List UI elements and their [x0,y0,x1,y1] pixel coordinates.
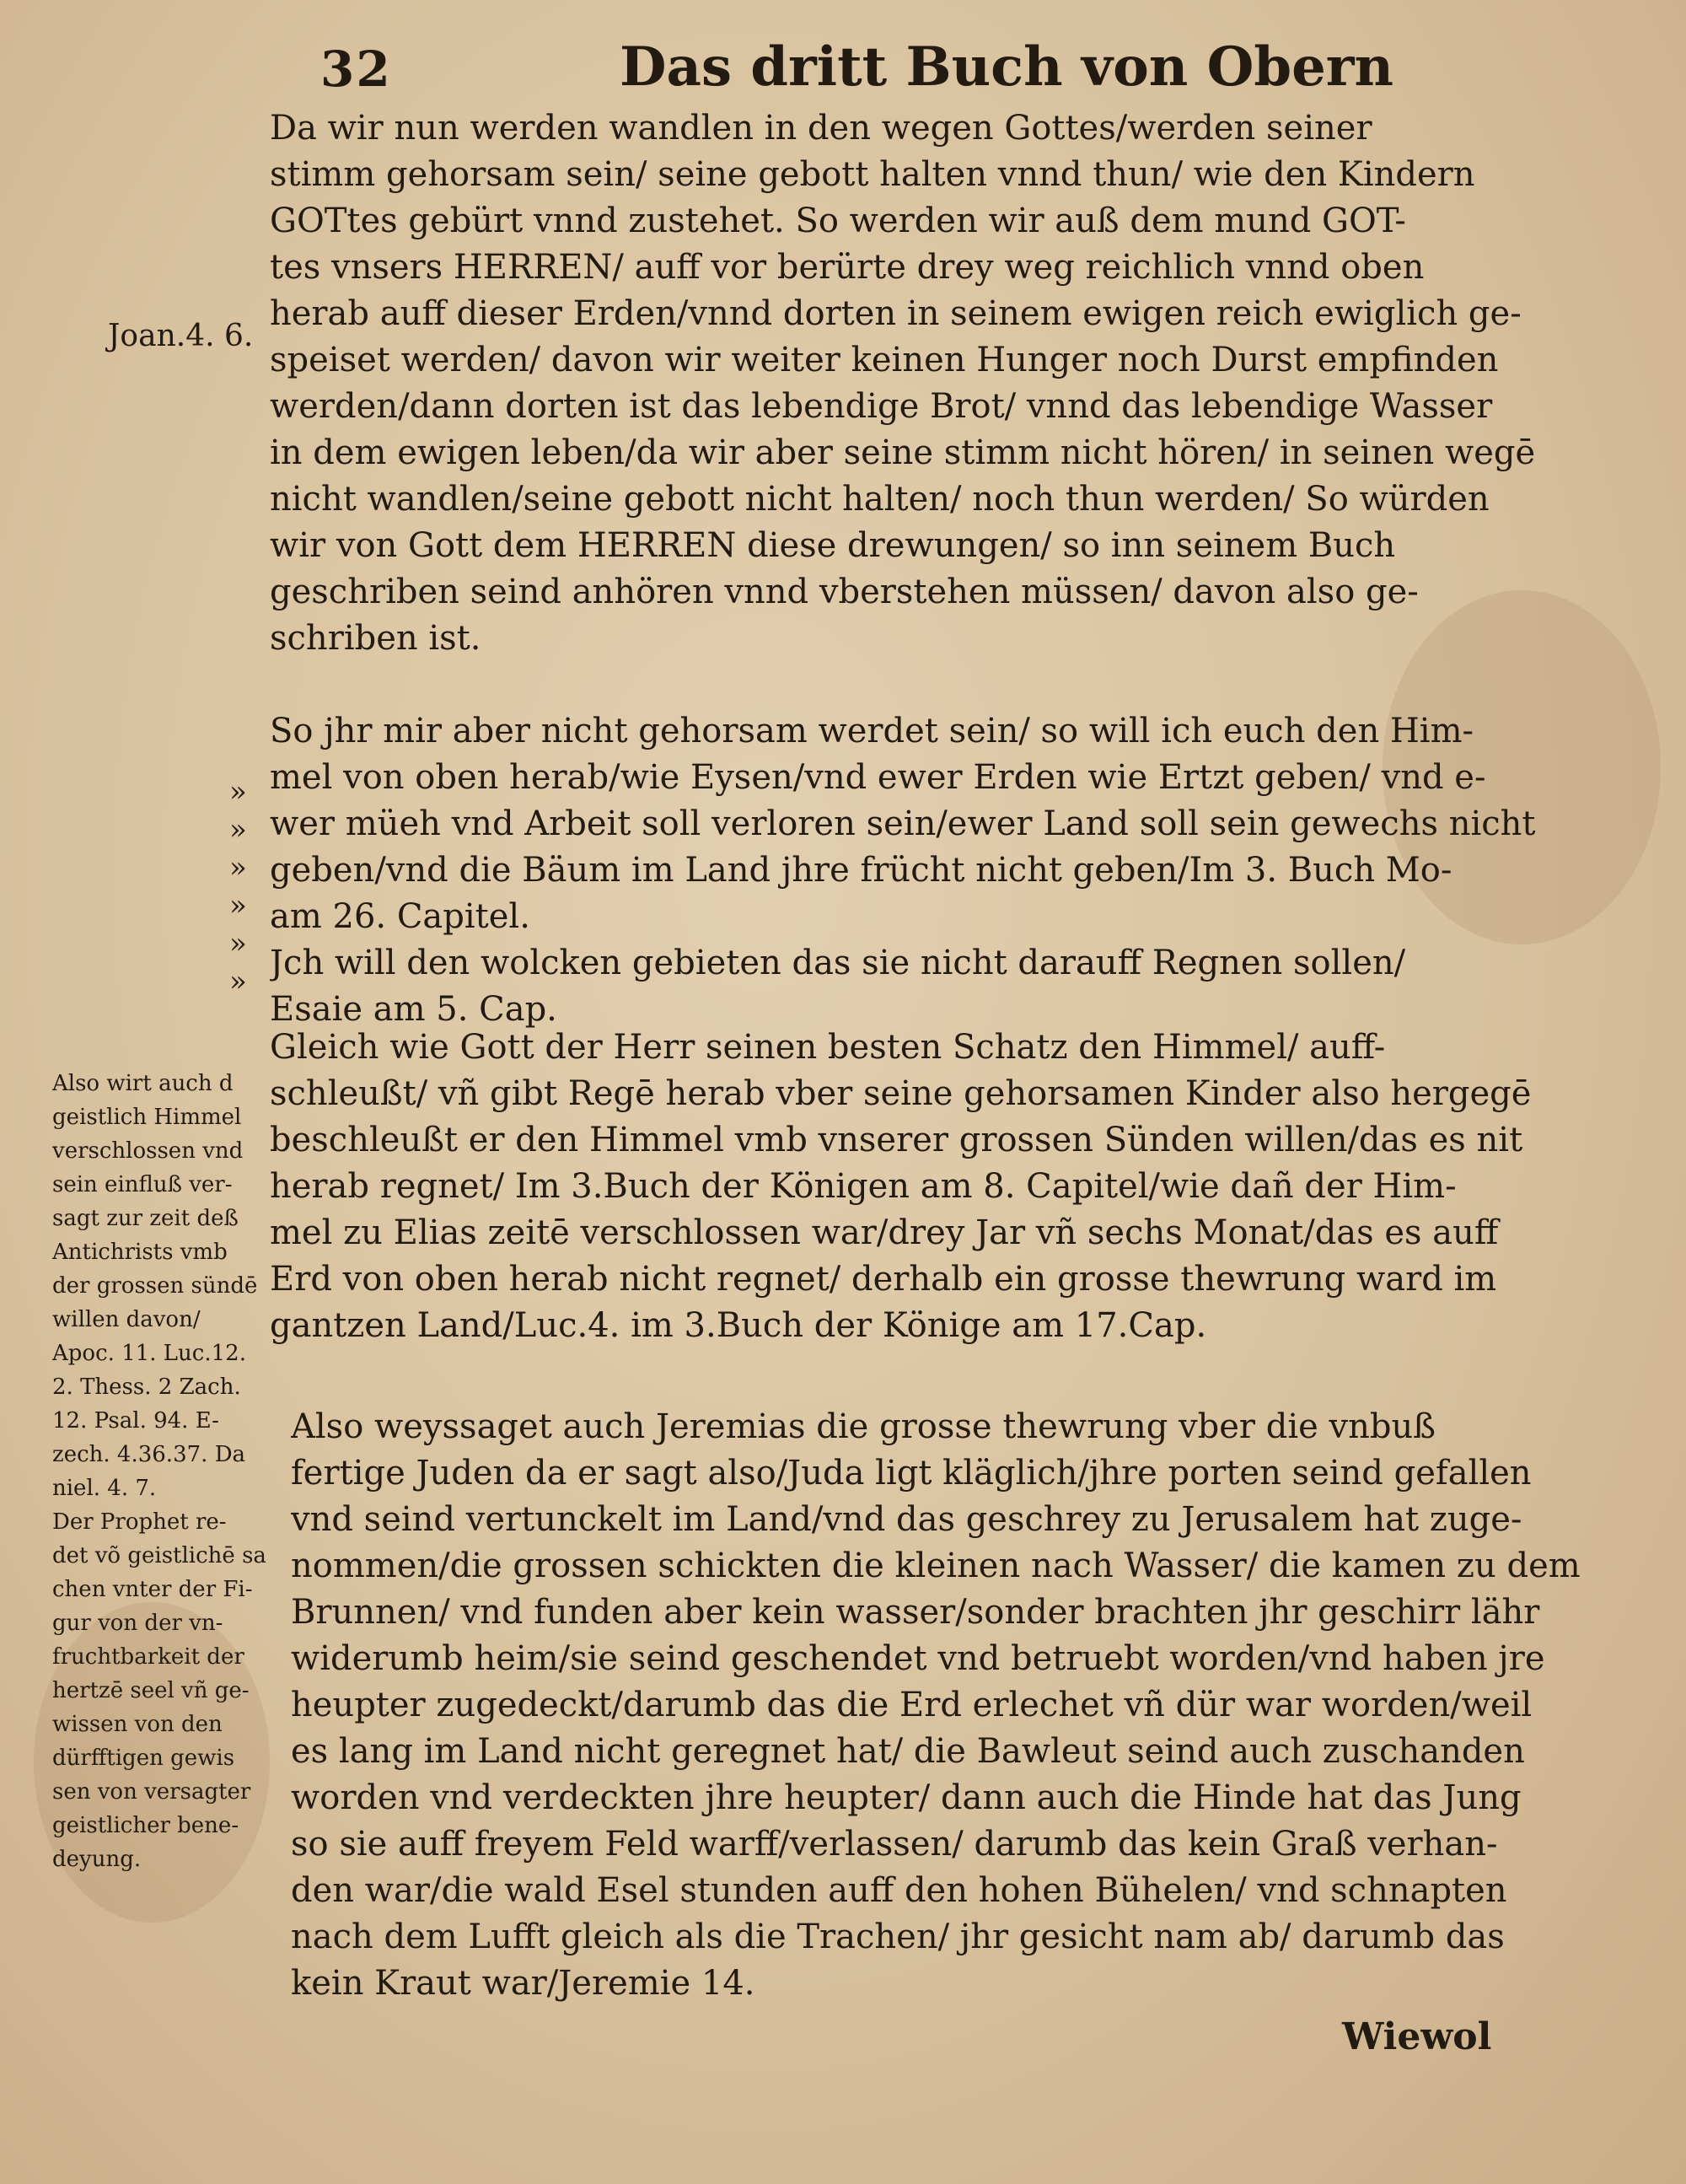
gloss-line: verschlossen vnd [52,1138,244,1164]
margin-reference: Joan.4. 6. [108,319,254,353]
gloss-line: 12. Psal. 94. E- [52,1408,219,1434]
gloss-line: Antichrists vmb [52,1240,228,1265]
quotation-marks [229,773,247,1001]
text-line: Gleich wie Gott der Herr seinen besten Schatz den Himmel/ auff- [270,1028,1386,1067]
text-line: mel von oben herab/wie Eysen/vnd ewer Erden wie Ertzt geben/ vnd e- [270,758,1486,797]
text-line: kein Kraut war/Jeremie 14. [291,1964,755,2003]
text-line: tes vnsers HERREN/ auff vor berürte drey weg reichlich vnnd oben [270,248,1425,287]
text-line: worden vnd verdeckten jhre heupter/ dann auch die Hinde hat das Jung [291,1778,1522,1817]
text-line: Jch will den wolcken gebieten das sie nicht darauff Regnen sollen/ [270,944,1406,982]
gloss-line: deyung. [52,1847,142,1872]
paragraph-4 [291,1404,1593,2007]
text-line: So jhr mir aber nicht gehorsam werdet sein/ so will ich euch den Him- [270,712,1474,750]
gloss-line: dürfftigen gewis [52,1746,235,1771]
text-line: gantzen Land/Luc.4. im 3.Buch der Könige am 17.Cap. [270,1306,1207,1345]
gloss-line: geistlicher bene- [52,1813,239,1838]
gloss-line: sen von versagter [52,1779,251,1805]
gloss-line: sagt zur zeit deß [52,1206,239,1231]
quote-mark: » [229,889,247,923]
quote-mark: » [229,965,247,998]
text-line: Brunnen/ vnd funden aber kein wasser/sonder brachten jhr geschirr lähr [291,1593,1540,1632]
text-line: speiset werden/ davon wir weiter keinen Hunger noch Durst empfinden [270,341,1499,379]
gloss-line: geistlich Himmel [52,1105,242,1130]
gloss-line: wissen von den [52,1712,223,1737]
gloss-line: Also wirt auch d [52,1071,234,1096]
quote-mark: » [229,775,247,809]
text-line: mel zu Elias zeitē verschlossen war/drey Jar vñ sechs Monat/das es auff [270,1213,1499,1252]
catchword: Wiewol [1342,2015,1492,2058]
text-line: vnd seind vertunckelt im Land/vnd das geschrey zu Jerusalem hat zuge- [291,1500,1522,1539]
gloss-line: niel. 4. 7. [52,1476,157,1501]
text-line: schleußt/ vñ gibt Regē herab vber seine gehorsamen Kinder also hergegē [270,1074,1532,1113]
paragraph-1 [270,105,1585,662]
gloss-line: sein einfluß ver- [52,1172,233,1197]
gloss-line: gur von der vn- [52,1611,223,1636]
text-line: herab auff dieser Erden/vnnd dorten in seinem ewigen reich ewiglich ge- [270,294,1522,333]
text-line: nicht wandlen/seine gebott nicht halten/ noch thun werden/ So würden [270,480,1490,519]
text-line: nach dem Lufft gleich als die Trachen/ jhr gesicht nam ab/ darumb das [291,1918,1505,1956]
quote-mark: » [229,927,247,960]
text-line: beschleußt er den Himmel vmb vnserer grossen Sünden willen/das es nit [270,1121,1523,1159]
gloss-line: det võ geistlichē sa [52,1543,266,1568]
text-line: Also weyssaget auch Jeremias die grosse thewrung vber die vnbuß [291,1407,1436,1446]
paragraph-3 [270,1025,1585,1349]
text-line: geben/vnd die Bäum im Land jhre frücht nicht geben/Im 3. Buch Mo- [270,851,1452,890]
quote-mark: » [229,851,247,885]
text-line: so sie auff freyem Feld warff/verlassen/ darumb das kein Graß verhan- [291,1825,1498,1864]
gloss-line: willen davon/ [52,1307,201,1332]
text-line: stimm gehorsam sein/ seine gebott halten vnnd thun/ wie den Kindern [270,155,1475,194]
text-line: geschriben seind anhören vnnd vberstehen müssen/ davon also ge- [270,573,1419,611]
text-line: es lang im Land nicht geregnet hat/ die Bawleut seind auch zuschanden [291,1732,1525,1771]
gloss-line: 2. Thess. 2 Zach. [52,1374,241,1400]
text-line: herab regnet/ Im 3.Buch der Königen am 8. Capitel/wie dañ der Him- [270,1167,1457,1206]
text-line: Erd von oben herab nicht regnet/ derhalb ein grosse thewrung ward im [270,1260,1497,1299]
text-line: in dem ewigen leben/da wir aber seine stimm nicht hören/ in seinen wegē [270,433,1536,472]
text-line: wir von Gott dem HERREN diese drewungen/ so inn seinem Buch [270,526,1396,565]
text-line: heupter zugedeckt/darumb das die Erd erlechet vñ dür war worden/weil [291,1686,1533,1724]
gloss-line: chen vnter der Fi- [52,1577,253,1602]
text-line: Esaie am 5. Cap. [270,990,557,1029]
gloss-line: fruchtbarkeit der [52,1644,244,1670]
gloss-line: Der Prophet re- [52,1509,227,1535]
text-line: werden/dann dorten ist das lebendige Brot/ vnnd das lebendige Wasser [270,387,1493,426]
text-line: fertige Juden da er sagt also/Juda ligt kläglich/jhre porten seind gefallen [291,1454,1532,1493]
gloss-line: Apoc. 11. Luc.12. [52,1341,246,1366]
quote-mark: » [229,813,247,847]
text-line: schriben ist. [270,619,481,658]
text-line: GOTtes gebürt vnnd zustehet. So werden wir auß dem mund GOT- [270,202,1406,240]
text-line: den war/die wald Esel stunden auff den hohen Bühelen/ vnd schnapten [291,1871,1507,1910]
gloss-line: hertzē seel vñ ge- [52,1678,250,1703]
text-line: am 26. Capitel. [270,897,530,936]
paragraph-2 [270,708,1585,1033]
marginal-gloss [52,1067,288,1876]
gloss-line: zech. 4.36.37. Da [52,1442,246,1467]
text-line: wer müeh vnd Arbeit soll verloren sein/ewer Land soll sein gewechs nicht [270,804,1536,843]
page-number: 32 [320,40,392,98]
gloss-line: der grossen sündē [52,1273,258,1299]
running-title: Das dritt Buch von Obern [620,35,1394,99]
text-line: Da wir nun werden wandlen in den wegen Gottes/werden seiner [270,109,1372,148]
text-line: nommen/die grossen schickten die kleinen nach Wasser/ die kamen zu dem [291,1547,1581,1585]
text-line: widerumb heim/sie seind geschendet vnd betruebt worden/vnd haben jre [291,1639,1545,1678]
